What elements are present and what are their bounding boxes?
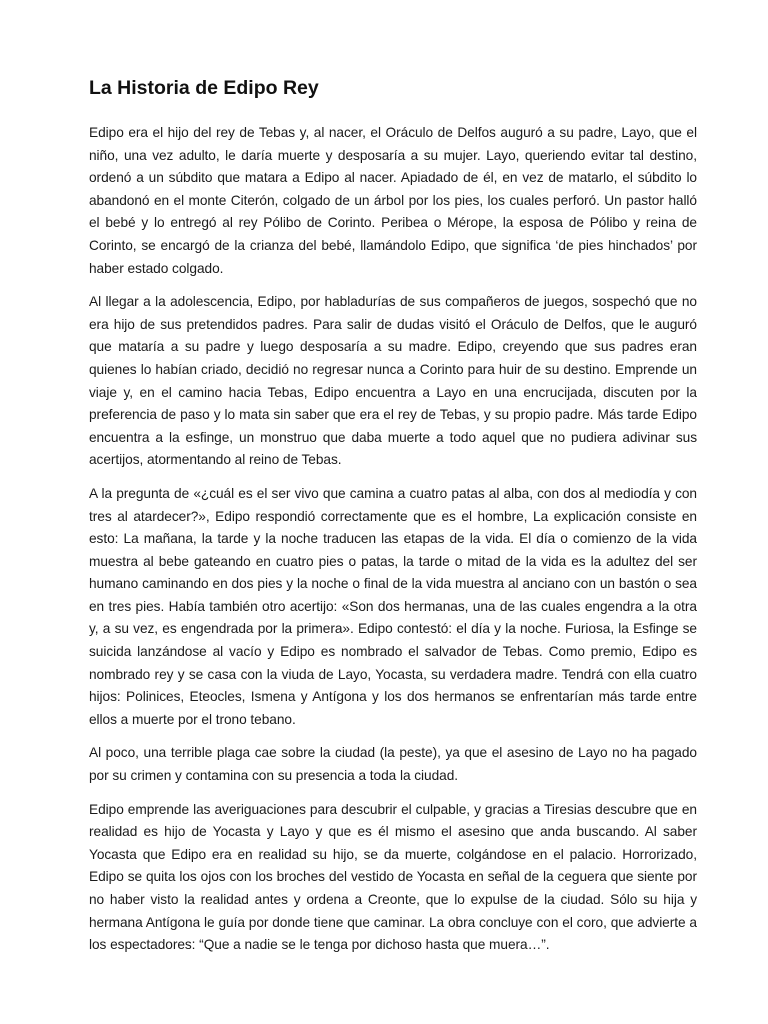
paragraph-5: Edipo emprende las averiguaciones para descubrir el culpable, y gracias a Tiresias descubre que en realidad es hijo de Yocasta y Layo y que es él mismo el asesino que anda buscando. Al saber Yocasta que Edipo era en realidad su hijo, se da muerte, colgándose en el palacio. Horrorizado, Edipo se quita los ojos con los broches del vestido de Yocasta en señal de la ceguera que siente por no haber visto la realidad antes y ordena a Creonte, que lo expulse de la ciudad. Sólo su hija y hermana Antígona le guía por donde tiene que caminar. La obra concluye con el coro, que advierte a los espectadores: “Que a nadie se le tenga por dichoso hasta que muera…”.	[89, 801, 697, 953]
document-page	[89, 74, 697, 968]
paragraph-3: A la pregunta de «¿cuál es el ser vivo que camina a cuatro patas al alba, con dos al mediodía y con tres al atardecer?», Edipo respondió correctamente que es el hombre, La explicación consiste en esto: La mañana, la tarde y la noche traducen las etapas de la vida. El día o comienzo de la vida muestra al bebe gateando en cuatro pies o patas, la tarde o mitad de la vida es la adultez del ser humano caminando en dos pies y la noche o final de la vida muestra al anciano con un bastón o sea en tres pies. Había también otro acertijo: «Son dos hermanas, una de las cuales engendra a la otra y, a su vez, es engendrada por la primera». Edipo contestó: el día y la noche. Furiosa, la Esfinge se suicida lanzándose al vacío y Edipo es nombrado el salvador de Tebas. Como premio, Edipo es nombrado rey y se casa con la viuda de Layo, Yocasta, su verdadera madre. Tendrá con ella cuatro hijos: Polinices, Eteocles, Ismena y Antígona y los dos hermanos se enfrentarían más tarde entre ellos a muerte por el trono tebano.	[89, 485, 697, 727]
paragraph-1: Edipo era el hijo del rey de Tebas y, al nacer, el Oráculo de Delfos auguró a su padre, Layo, que el niño, una vez adulto, le daría muerte y desposaría a su mujer. Layo, queriendo evitar tal destino, ordenó a un súbdito que matara a Edipo al nacer. Apiadado de él, en vez de matarlo, el súbdito lo abandonó en el monte Citerón, colgado de un árbol por los pies, los cuales perforó. Un pastor halló el bebé y lo entregó al rey Pólibo de Corinto. Peribea o Mérope, la esposa de Pólibo y reina de Corinto, se encargó de la crianza del bebé, llamándolo Edipo, que significa ‘de pies hinchados’ por haber estado colgado.	[89, 125, 697, 276]
paragraph-2: Al llegar a la adolescencia, Edipo, por habladurías de sus compañeros de juegos, sospechó que no era hijo de sus pretendidos padres. Para salir de dudas visitó el Oráculo de Delfos, que le auguró que mataría a su padre y luego desposaría a su madre. Edipo, creyendo que sus padres eran quienes lo habían criado, decidió no regresar nunca a Corinto para huir de su destino. Emprende un viaje y, en el camino hacia Tebas, Edipo encuentra a Layo en una encrucijada, discuten por la preferencia de paso y lo mata sin saber que era el rey de Tebas, y su propio padre. Más tarde Edipo encuentra a la esfinge, un monstruo que daba muerte a todo aquel que no pudiera adivinar sus acertijos, atormentando al reino de Tebas.	[89, 294, 697, 468]
document-title: La Historia de Edipo Rey	[89, 77, 319, 99]
paragraph-4: Al poco, una terrible plaga cae sobre la ciudad (la peste), ya que el asesino de Layo no ha pagado por su crimen y contamina con su presencia a toda la ciudad.	[89, 745, 697, 784]
